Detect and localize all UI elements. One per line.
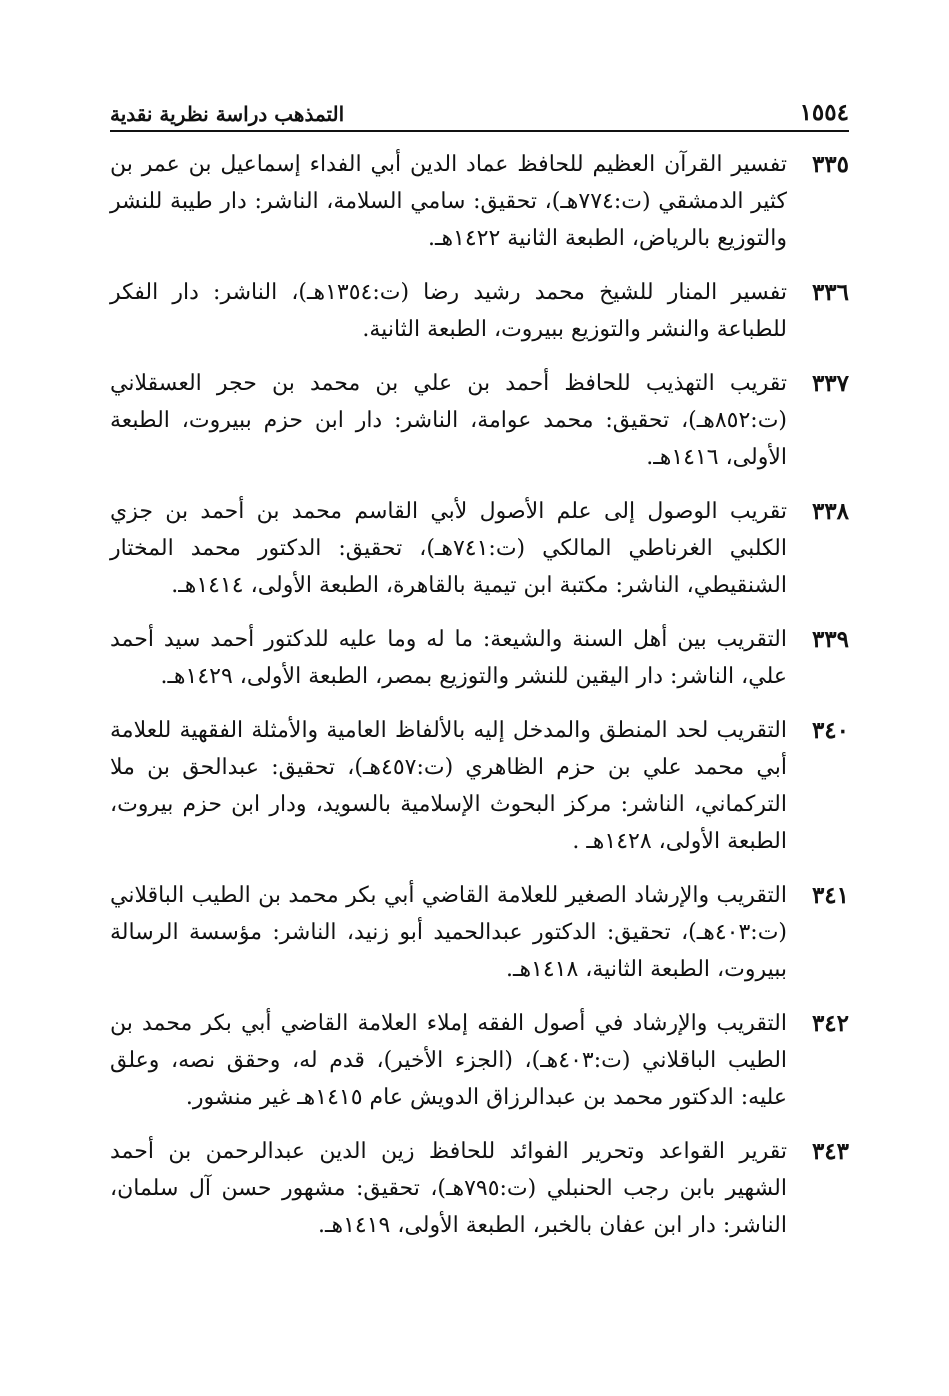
entry-text: تقريب الوصول إلى علم الأصول لأبي القاسم محمد بن أحمد بن جزي الكلبي الغرناطي المالكي (ت:٧٤١هـ)، تحقيق: الدكتور محمد المختار الشنقيطي، الناشر: مكتبة ابن تيمية بالقاهرة، الطبعة الأولى، ١٤١٤هـ.	[110, 499, 787, 598]
page-number: ١٥٥٤	[799, 99, 849, 126]
bibliography-list	[110, 146, 849, 1261]
bibliography-entry	[110, 1005, 849, 1116]
entry-number: ٣٣٧	[811, 370, 849, 397]
entry-number: ٣٣٥	[811, 151, 849, 178]
entry-text: التقريب والإرشاد الصغير للعلامة القاضي أبي بكر محمد بن الطيب الباقلاني (ت:٤٠٣هـ)، تحقيق: الدكتور عبدالحميد أبو زنيد، الناشر: مؤسسة الرسالة ببيروت، الطبعة الثانية، ١٤١٨هـ.	[110, 883, 787, 982]
bibliography-entry	[110, 621, 849, 695]
entry-text: التقريب والإرشاد في أصول الفقه إملاء العلامة القاضي أبي بكر محمد بن الطيب الباقلاني (ت:٤٠٣هـ)، (الجزء الأخير)، قدم له، وحقق نصه، وعلق عليه: الدكتور محمد بن عبدالرزاق الدويش عام ١٤١٥هـ غير منشور.	[110, 1011, 788, 1110]
entry-number: ٣٣٨	[811, 498, 849, 525]
entry-number: ٣٣٩	[811, 626, 849, 653]
entry-number: ٣٤١	[811, 882, 849, 909]
entry-number: ٣٤٣	[811, 1138, 849, 1165]
bibliography-entry	[110, 365, 849, 476]
entry-text: تقريب التهذيب للحافظ أحمد بن علي بن محمد بن حجر العسقلاني (ت:٨٥٢هـ)، تحقيق: محمد عوامة، الناشر: دار ابن حزم ببيروت، الطبعة الأولى، ١٤١٦هـ.	[110, 371, 787, 470]
entry-text: التقريب لحد المنطق والمدخل إليه بالألفاظ العامية والأمثلة الفقهية للعلامة أبي محمد علي بن حزم الظاهري (ت:٤٥٧هـ)، تحقيق: عبدالحق بن ملا التركماني، الناشر: مركز البحوث الإسلامية بالسويد، ودار ابن حزم بيروت، الطبعة الأولى، ١٤٢٨هـ .	[110, 718, 787, 854]
bibliography-entry	[110, 712, 849, 860]
entry-text: تفسير المنار للشيخ محمد رشيد رضا (ت:١٣٥٤هـ)، الناشر: دار الفكر للطباعة والنشر والتوزيع ببيروت، الطبعة الثانية.	[110, 280, 787, 342]
bibliography-entry	[110, 146, 849, 257]
bibliography-entry	[110, 274, 849, 348]
page-header	[110, 92, 849, 132]
bibliography-entry	[110, 877, 849, 988]
entry-number: ٣٣٦	[811, 279, 849, 306]
entry-number: ٣٤٢	[811, 1010, 849, 1037]
bibliography-entry	[110, 493, 849, 604]
entry-text: تفسير القرآن العظيم للحافظ عماد الدين أبي الفداء إسماعيل بن عمر بن كثير الدمشقي (ت:٧٧٤هـ)، تحقيق: سامي السلامة، الناشر: دار طيبة للنشر والتوزيع بالرياض، الطبعة الثانية ١٤٢٢هـ.	[110, 152, 788, 251]
running-title: التمذهب دراسة نظرية نقدية	[110, 102, 345, 126]
bibliography-entry	[110, 1133, 849, 1244]
entry-text: التقريب بين أهل السنة والشيعة: ما له وما عليه للدكتور أحمد سيد أحمد علي، الناشر: دار اليقين للنشر والتوزيع بمصر، الطبعة الأولى، ١٤٢٩هـ.	[110, 627, 787, 689]
entry-number: ٣٤٠	[811, 717, 849, 744]
entry-text: تقرير القواعد وتحرير الفوائد للحافظ زين الدين عبدالرحمن بن أحمد الشهير بابن رجب الحنبلي (ت:٧٩٥هـ)، تحقيق: مشهور حسن آل سلمان، الناشر: دار ابن عفان بالخبر، الطبعة الأولى، ١٤١٩هـ.	[110, 1139, 787, 1238]
